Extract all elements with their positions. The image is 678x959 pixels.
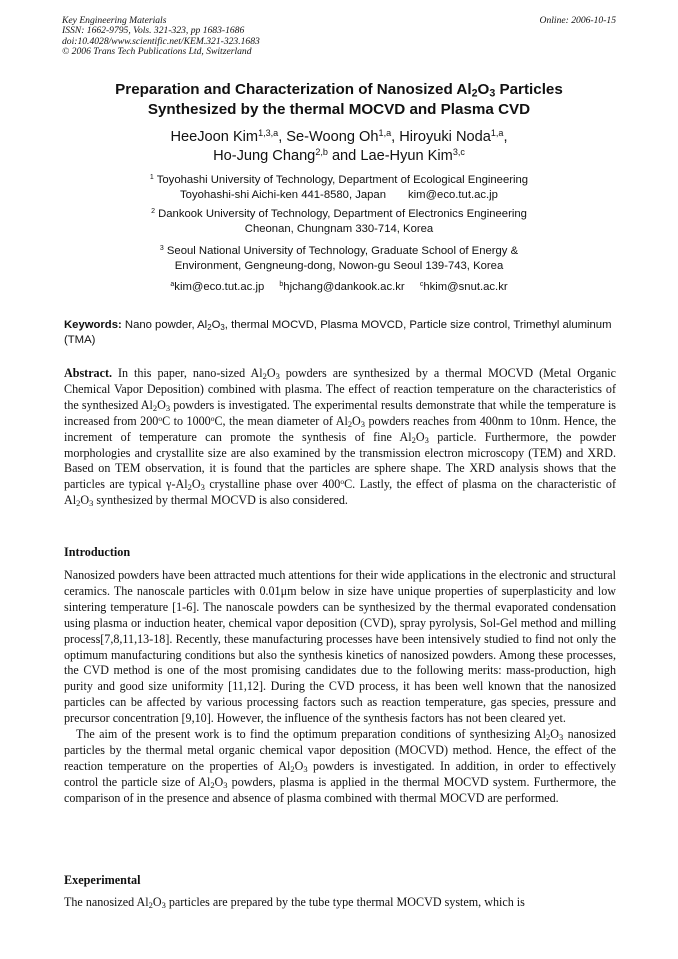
authors-line-2: Ho-Jung Chang$^{2,b}$ and Lae-Hyun Kim$^{3,c}$ [213,147,465,164]
doi-line: doi:10.4028/www.scientific.net/KEM.321-323.1683 [62,35,260,47]
keywords: Keywords: Nano powder, $Al_2O_3$, thermal MOCVD, Plasma MOVCD, Particle size control, Trimethyl aluminum (TMA) [64,319,612,346]
experimental-body: The nanosized $Al_2O_3$ particles are prepared by the tube type thermal MOCVD system, which is [64,895,525,911]
journal-name: Key Engineering Materials [62,15,167,26]
introduction-heading: Introduction [64,545,131,559]
email-c: hkim@snut.ac.kr [423,281,508,293]
title-line-1: Preparation and Characterization of Nanosized $Al_2O_3$ Particles [115,81,563,100]
abstract-label: Abstract. [64,366,113,380]
email-b: hjchang@dankook.ac.kr [283,281,405,293]
affiliation-1-email: kim@eco.tut.ac.jp [408,189,498,202]
introduction-paragraph-2: The aim of the present work is to find the optimum preparation conditions of synthesizing $Al_2O_3$ nanosized particles by the thermal metal organic chemical vapor deposition (MOCVD) method. Hence, the effect of the reaction temperature on the properties of $Al_2O_3$ powders is investigated. In addition, in order to effectively control the particle size of $Al_2O_3$ powders, plasma is applied in the thermal MOCVD system. Furthermore, the comparison of in the presence and absence of plasma combined with thermal MOCVD are performed. [64,727,617,805]
affiliation-1: $^1$ Toyohashi University of Technology, Department of Ecological Engineering Toyohashi-shi Aichi-ken 441-8580, Japan kim@eco.tut.ac.jp [149,174,529,202]
paper-title [40,80,638,119]
journal-header [62,16,260,58]
abstract: Abstract. In this paper, nano-sized $Al_2O_3$ powders are synthesized by a thermal MOCVD (Metal Organic Chemical Vapor Deposition) combined with plasma. The effect of reaction temperature on the characteristics of the synthesized $Al_2O_3$ powders is investigated. The experimental results demonstrate that while the temperature is increased from 200$^o$C to 1000$^o$C, the mean diameter of $Al_2O_3$ powders reaches from 400nm to 10nm. Hence, the increment of temperature can promote the synthesis of fine $Al_2O_3$ particle. Furthermore, the powder morphologies and crystallite size are also examined by the transmission electron microscopy (TEM) and XRD. Based on TEM observation, it is found that the particles are sphere shape. The XRD analysis shows that the particles are typical $\gamma-Al_2O_3$ crystalline phase over 400$^o$C. Lastly, the effect of plasma on the characteristic of $Al_2O_3$ synthesized by thermal MOCVD is also considered. [64,366,617,509]
issn-line: ISSN: 1662-9795, Vols. 321-323, pp 1683-1686 [62,25,245,37]
email-a: kim@eco.tut.ac.jp [174,281,265,293]
affiliation-3: $^3$ Seoul National University of Technology, Graduate School of Energy & Environment, Gengneung-dong, Nowon-gu Seoul 139-743, Korea [159,245,519,273]
affiliation-2: $^2$ Dankook University of Technology, Department of Electronics Engineering Cheonan, Chungnam 330-714, Korea [151,208,527,236]
author-list [40,128,638,166]
copyright-line: © 2006 Trans Tech Publications Ltd, Switzerland [62,46,252,58]
introduction-paragraph-1: Nanosized powders have been attracted much attentions for their wide applications in the electronic and structural ceramics. The nanoscale particles with 0.01μm below in size have unique properties of superplasticity and low sintering temperature [1-6]. The nanoscale powders can be synthesized by the thermal evaporated condensation using plasma or induction heater, chemical vapor deposition (CVD), spray pyrolysis, Sol-Gel method and milling process[7,8,11,13-18]. Recently, these manufacturing processes have been intensively studied to find not only the optimum manufacturing conditions but also the synthesis kinetics of nanosized powders. Among these processes, the CVD method is one of the most promising candidates due to the following merits: mass-production, high purity and good size uniformity [11,12]. During the CVD process, it has been well known that the nanosized particles can be affected by various processing factors such as reaction temperature, gas species, pressure and precursor concentration [9,10]. However, the influence of the synthesis factors has not been cleared yet. [64,568,616,726]
introduction-body [64,568,616,807]
online-date: Online: 2006-10-15 [539,15,616,26]
experimental-heading: Exeperimental [64,873,141,887]
authors-line-1: HeeJoon Kim$^{1,3,a}$, Se-Woong Oh$^{1,a}$, Hiroyuki Noda$^{1,a}$, [170,128,508,145]
title-line-2: Synthesized by the thermal MOCVD and Plasma CVD [147,100,531,118]
keywords-label: Keywords: [64,319,122,331]
email-list: $^a$kim@eco.tut.ac.jp $^b$hjchang@dankook.ac.kr $^c$hkim@snut.ac.kr [170,281,508,293]
